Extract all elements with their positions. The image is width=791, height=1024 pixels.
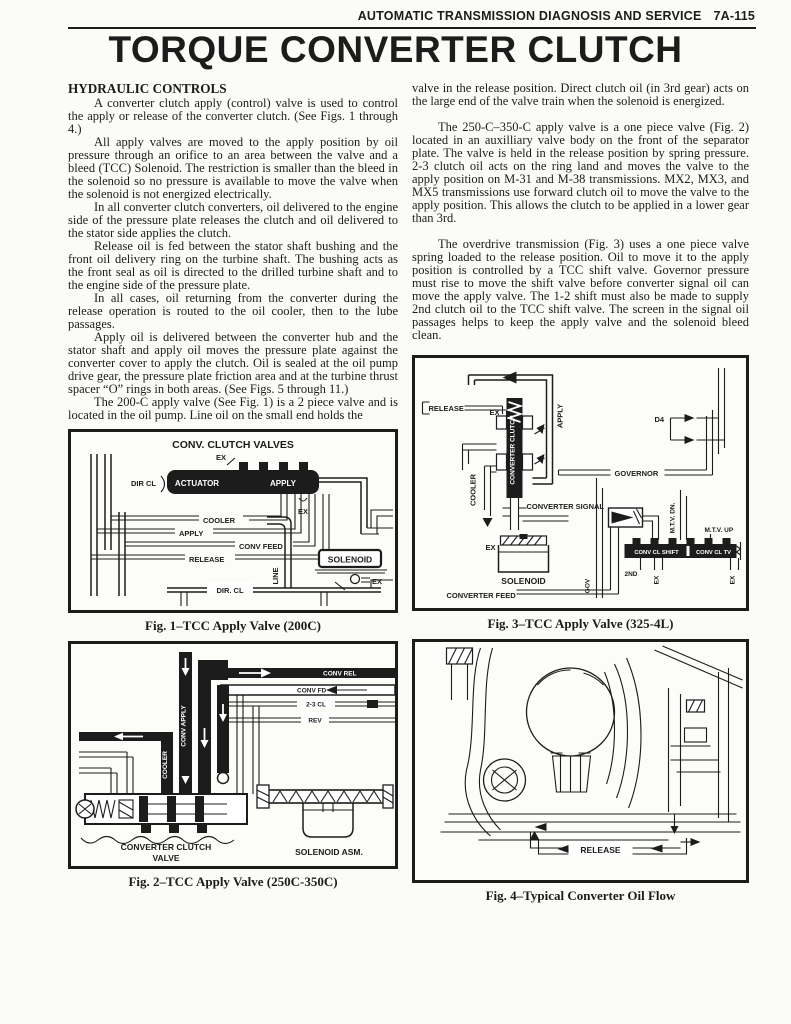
figure-4-release-label: RELEASE: [580, 845, 621, 855]
left-column: [68, 82, 398, 897]
figure-2-conv-apply-label: CONV APPLY: [180, 705, 188, 747]
figure-3-d4-label: D4: [654, 415, 665, 424]
figure-4: [412, 639, 749, 903]
figure-3-apply-label: APPLY: [555, 403, 565, 429]
figure-3-cooler-label: COOLER: [468, 473, 478, 507]
figure-2-conv-rel-label: CONV REL: [323, 670, 357, 678]
figure-2-frame: [68, 641, 398, 869]
figure-2: [68, 641, 398, 889]
figure-3-release-label: RELEASE: [428, 404, 464, 413]
figure-1-conv-feed-label: CONV FEED: [239, 542, 283, 551]
figure-4-caption: Fig. 4–Typical Converter Oil Flow: [485, 888, 676, 903]
figure-1-apply-label: APPLY: [179, 529, 204, 538]
figure-2-valve-name-line1: CONVERTER CLUTCH: [120, 842, 212, 852]
figure-1-bracket: [161, 476, 165, 492]
figure-1-check-ball: [351, 575, 360, 584]
figure-4-frame: [412, 639, 749, 883]
figure-1-apply-valve-label: APPLY: [270, 479, 296, 488]
figure-3-caption: Fig. 3–TCC Apply Valve (325-4L): [487, 616, 674, 631]
figure-1-cooler-label: COOLER: [203, 516, 236, 525]
paragraph: Release oil is fed between the stator shaft bushing and the front oil delivery ring on the turbine shaft. The bushing acts as the front seal as oil is directed to the drilled turbine shaft and to the engine side of the pressure plate.: [68, 239, 398, 292]
figure-2-cooler-label: COOLER: [162, 751, 169, 779]
figure-1-diagram-title: CONV. CLUTCH VALVES: [172, 439, 294, 451]
figure-1-ex-mid-tick: [299, 498, 307, 501]
figure-2-rev-label: REV: [308, 717, 322, 725]
figure-3-mtv-dn-label: M.T.V. DN.: [669, 502, 677, 534]
figure-4-diagram: [415, 642, 746, 880]
figure-3-frame: [412, 355, 749, 611]
paragraph: Apply oil is delivered between the converter hub and the stator shaft and apply oil moves the pressure plate against the converter cover to apply the clutch. Oil is sealed at the oil pump drive gear, the pressure plate friction area and at the turbine thrust spacer “O” rings in both areas. (See Figs. 5 through 11.): [68, 330, 398, 396]
figure-2-solenoid-asm-label: SOLENOID ASM.: [295, 847, 363, 857]
figure-3-solenoid-label: SOLENOID: [501, 576, 546, 586]
page-title: TORQUE CONVERTER CLUTCH: [108, 29, 683, 70]
figure-3-shift-valve-bar: [625, 538, 741, 560]
paragraph: The overdrive transmission (Fig. 3) uses a one piece valve spring loaded to the release position. Oil to move it to the apply position is controlled by a TCC shift valve. Governor pressure must rise to move the shift valve before converter signal oil can move the apply valve. The 1-2 shift must also be made to supply 2nd clutch oil to the TCC shift valve. The screen in the signal oil passages helps to keep the apply valve and the solenoid bleed clean.: [412, 237, 749, 342]
figure-3-conv-cl-tv-label: CONV CL TV: [696, 550, 731, 556]
page-number: 7A-115: [713, 9, 755, 23]
figure-1-ex-right-line: [361, 578, 370, 582]
figure-1-frame: [68, 429, 398, 613]
figure-3-diagram: [415, 358, 746, 608]
figure-3-signal-screen: [609, 508, 643, 527]
figure-1-ex-mid-label: EX: [297, 507, 309, 516]
figure-1: [68, 429, 398, 633]
section-heading: HYDRAULIC CONTROLS: [68, 81, 227, 96]
figure-1-line-label: LINE: [271, 567, 280, 585]
figure-1-diagram: [71, 432, 395, 610]
figure-1-valve-body: [167, 462, 319, 494]
figure-3-conv-cl-shift-label: CONV CL SHIFT: [634, 550, 679, 556]
figure-1-caption: Fig. 1–TCC Apply Valve (200C): [145, 618, 321, 633]
figure-2-valve-name-line2: VALVE: [152, 853, 180, 863]
paragraph: valve in the release position. Direct clutch oil (in 3rd gear) acts on the large end of the valve train when the solenoid is energized.: [412, 81, 749, 108]
figure-3: [412, 355, 749, 631]
figure-3-gov-label: GOV: [584, 578, 592, 594]
figure-1-solenoid-label: SOLENOID: [327, 554, 373, 565]
figure-2-diagram: [71, 644, 395, 866]
figure-3-solenoid: [499, 534, 549, 572]
figure-2-2-3-cl-label: 2-3 CL: [306, 701, 326, 709]
figure-2-conv-fd-label: CONV FD: [297, 687, 327, 695]
figure-1-dir-cl-label: DIR CL: [131, 479, 156, 488]
paragraph: A converter clutch apply (control) valve is used to control the apply or release of the converter clutch. (See Figs. 1 through 4.): [68, 96, 398, 136]
figure-2-caption: Fig. 2–TCC Apply Valve (250C-350C): [128, 874, 338, 889]
figure-2-valve-cross-section: [76, 794, 247, 844]
right-column: [412, 82, 749, 911]
figure-3-ex-mid-label: EX: [485, 543, 496, 552]
figure-2-solenoid-assembly: [257, 785, 393, 837]
figure-3-ex-bar1-label: EX: [653, 575, 661, 585]
figure-3-converter-clutch-label: CONVERTER CLUTCH: [509, 415, 517, 485]
figure-3-ex-bar2-label: EX: [729, 575, 737, 585]
figure-1-ex-top-label: EX: [215, 453, 227, 462]
figure-3-mtv-up-label: M.T.V. UP: [704, 527, 734, 534]
paragraph: In all cases, oil returning from the converter during the release operation is routed to the oil cooler, then to the lube passages.: [68, 291, 398, 331]
paragraph: All apply valves are moved to the apply position by oil pressure through an orifice to an area between the valve and a bleed (TCC) Solenoid. The restriction is smaller than the bleed in the solenoid so no pressure is available to move the valve when the solenoid is not energized electrically.: [68, 135, 398, 201]
running-header-text: AUTOMATIC TRANSMISSION DIAGNOSIS AND SERVICE: [357, 9, 702, 23]
running-header: [358, 9, 755, 23]
paragraph: The 200-C apply valve (See Fig. 1) is a 2 piece valve and is located in the oil pump. Line oil on the small end holds the: [68, 395, 398, 422]
figure-1-ex-tick: [227, 458, 235, 465]
figure-1-release-label: RELEASE: [189, 555, 225, 564]
figure-3-governor-label: GOVERNOR: [614, 469, 659, 478]
figure-1-dir-cl-bottom-label: DIR. CL: [216, 586, 244, 595]
paragraph: In all converter clutch converters, oil delivered to the engine side of the pressure plate releases the clutch and oil delivered to the stator side applies the clutch.: [68, 200, 398, 240]
paragraph: The 250-C–350-C apply valve is a one piece valve (Fig. 2) located in an auxilliary valve body on the front of the separator plate. The valve is held in the release position by spring pressure. 2-3 clutch oil acts on the ring land and moves the valve to the apply position on M-31 and M-38 transmissions. MX2, MX3, and MX5 transmissions use forward clutch oil to move the valve to the apply position. This allows the clutch to be applied in a lower gear than 3rd.: [412, 120, 749, 225]
figure-4-cross-section: [441, 646, 743, 856]
figure-3-converter-feed-label: CONVERTER FEED: [446, 591, 516, 600]
figure-1-actuator-label: ACTUATOR: [174, 479, 220, 488]
figure-3-2nd-label: 2ND: [624, 571, 638, 578]
figure-3-ex-top-label: EX: [489, 408, 500, 417]
figure-1-ex-right-label: EX: [372, 577, 383, 586]
figure-3-converter-signal-label: CONVERTER SIGNAL: [526, 502, 605, 511]
